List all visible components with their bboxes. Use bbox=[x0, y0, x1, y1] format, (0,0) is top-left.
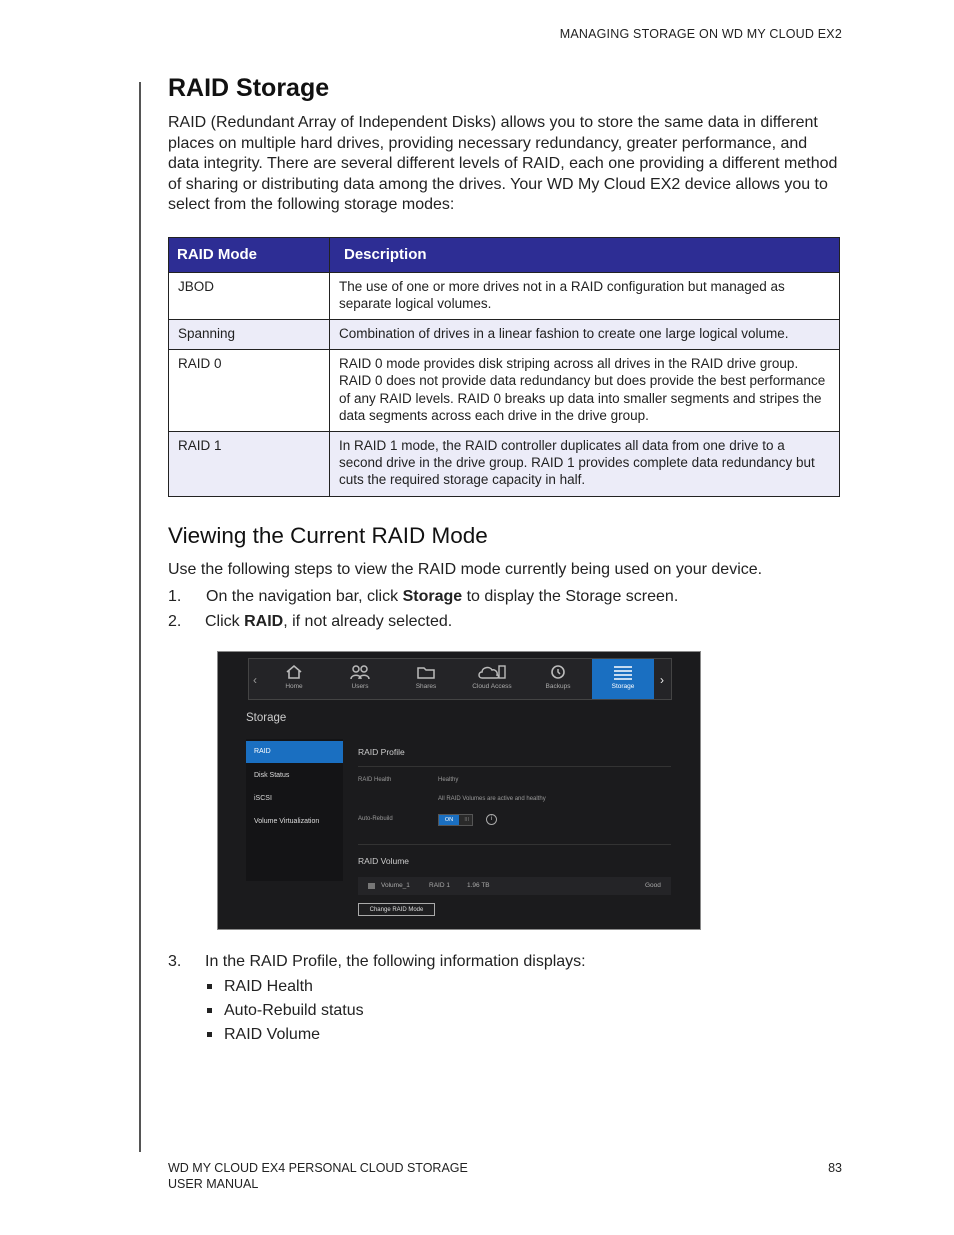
table-header-row bbox=[169, 237, 840, 272]
history-icon bbox=[548, 664, 568, 680]
step-keyword: Storage bbox=[402, 587, 463, 605]
drive-icon bbox=[368, 883, 375, 889]
step-item bbox=[168, 587, 840, 612]
change-raid-mode-button[interactable]: Change RAID Mode bbox=[358, 903, 435, 916]
auto-rebuild-toggle[interactable] bbox=[438, 814, 473, 826]
storage-icon bbox=[612, 664, 634, 680]
storage-sidebar bbox=[246, 739, 343, 881]
raid-health-detail: All RAID Volumes are active and healthy bbox=[438, 796, 546, 802]
volume-raid: RAID 1 bbox=[429, 882, 450, 889]
nav-label: Users bbox=[351, 683, 369, 690]
info-icon[interactable]: i bbox=[486, 814, 497, 825]
nav-item-home[interactable] bbox=[263, 659, 325, 699]
step-text-pre: Click bbox=[205, 612, 245, 630]
list-item bbox=[168, 1025, 840, 1049]
running-head: MANAGING STORAGE ON WD MY CLOUD EX2 bbox=[559, 27, 842, 41]
table-cell-description: RAID 0 mode provides disk striping across all drives in the RAID drive group. RAID 0 does not provide data redundancy but does provide the best performance of any RAID levels. RAID 0 breaks up data into smaller segments and stripes the data segments across each drive in the drive group. bbox=[330, 350, 840, 432]
table-cell-description: The use of one or more drives not in a RAID configuration but managed as separate logical volumes. bbox=[330, 272, 840, 319]
users-icon bbox=[349, 664, 371, 680]
sidebar-item-disk-status[interactable]: Disk Status bbox=[254, 772, 290, 779]
bullet-text: RAID Volume bbox=[224, 1026, 321, 1043]
nav-item-backups[interactable] bbox=[527, 659, 589, 699]
toggle-on-label: ON bbox=[439, 815, 459, 825]
volume-size: 1.96 TB bbox=[467, 882, 490, 889]
bullet-square-icon bbox=[207, 1008, 212, 1013]
nav-item-storage[interactable] bbox=[592, 659, 654, 699]
raid-volume-title: RAID Volume bbox=[358, 856, 410, 866]
volume-status: Good bbox=[645, 882, 661, 889]
sidebar-item-volume-virtualization[interactable]: Volume Virtualization bbox=[254, 818, 320, 825]
footer-line-2: USER MANUAL bbox=[168, 1176, 259, 1191]
step-text-post: to display the Storage screen. bbox=[462, 587, 679, 605]
main-content bbox=[168, 74, 840, 637]
table-cell-mode: RAID 0 bbox=[169, 350, 330, 432]
table-row bbox=[169, 431, 840, 496]
table-cell-description: Combination of drives in a linear fashion to create one large logical volume. bbox=[330, 319, 840, 349]
intro-paragraph: RAID (Redundant Array of Independent Disks) allows you to store the same data in different places on multiple hard drives, providing necessary redundancy, greater performance, and data integrity. There are several different levels of RAID, each one providing a different method of sharing or distributing data among the drives. Your WD My Cloud EX2 device allows you to select from the following storage modes: bbox=[168, 114, 838, 213]
nav-item-cloud-access[interactable] bbox=[461, 659, 523, 699]
bullet-text: RAID Health bbox=[224, 978, 313, 995]
table-row bbox=[169, 319, 840, 349]
after-screenshot bbox=[168, 952, 840, 1049]
table-cell-mode: RAID 1 bbox=[169, 431, 330, 496]
column-header-description: Description bbox=[330, 237, 840, 272]
table-cell-mode: JBOD bbox=[169, 272, 330, 319]
table-row bbox=[169, 272, 840, 319]
step-text bbox=[206, 587, 678, 607]
storage-title: Storage bbox=[246, 712, 287, 724]
raid-mode-table bbox=[168, 237, 840, 497]
page-number: 83 bbox=[828, 1161, 842, 1175]
table-cell-description: In RAID 1 mode, the RAID controller duplicates all data from one drive to a second drive in the drive group. RAID 1 provides complete data redundancy but cuts the required storage capacity in half. bbox=[330, 431, 840, 496]
volume-name: Volume_1 bbox=[381, 882, 410, 889]
toggle-off-label: III bbox=[464, 817, 469, 823]
step-text-post: , if not already selected. bbox=[283, 612, 453, 630]
storage-screenshot bbox=[217, 651, 701, 930]
table-cell-mode: Spanning bbox=[169, 319, 330, 349]
nav-label: Cloud Access bbox=[472, 683, 512, 690]
step-item bbox=[168, 952, 840, 977]
step-number: 3. bbox=[168, 953, 182, 970]
step-text bbox=[205, 612, 452, 632]
lead-paragraph: Use the following steps to view the RAID mode currently being used on your device. bbox=[168, 560, 763, 578]
nav-item-users[interactable] bbox=[329, 659, 391, 699]
footer-line-1: WD MY CLOUD EX4 PERSONAL CLOUD STORAGE bbox=[168, 1161, 468, 1175]
step-text: In the RAID Profile, the following information displays: bbox=[205, 953, 586, 970]
margin-rule bbox=[139, 82, 141, 1152]
table-row bbox=[169, 350, 840, 432]
raid-health-value: Healthy bbox=[438, 777, 459, 783]
bullet-square-icon bbox=[207, 984, 212, 989]
nav-prev-arrow-icon[interactable]: ‹ bbox=[253, 673, 257, 687]
bullet-square-icon bbox=[207, 1032, 212, 1037]
nav-label: Backups bbox=[545, 683, 571, 690]
nav-label: Shares bbox=[415, 683, 437, 690]
footer-title bbox=[168, 1161, 468, 1192]
step-number: 2. bbox=[168, 612, 182, 630]
column-header-mode: RAID Mode bbox=[169, 237, 330, 272]
raid-volume-row[interactable] bbox=[358, 877, 671, 895]
cloud-icon bbox=[477, 664, 507, 680]
nav-bar bbox=[248, 658, 672, 700]
raid-profile-title: RAID Profile bbox=[358, 747, 405, 757]
step-number: 1. bbox=[168, 587, 182, 605]
nav-item-shares[interactable] bbox=[395, 659, 457, 699]
section-title: RAID Storage bbox=[168, 74, 330, 102]
list-item bbox=[168, 1001, 840, 1025]
bullet-text: Auto-Rebuild status bbox=[224, 1002, 364, 1019]
nav-label: Home bbox=[285, 683, 303, 690]
list-item bbox=[168, 977, 840, 1001]
nav-next-arrow-icon[interactable]: › bbox=[660, 673, 664, 687]
steps-list bbox=[168, 587, 840, 637]
nav-label: Storage bbox=[611, 683, 635, 690]
home-icon bbox=[285, 664, 303, 680]
divider bbox=[358, 844, 671, 845]
step-keyword: RAID bbox=[244, 612, 284, 630]
divider bbox=[358, 766, 671, 767]
subsection-title: Viewing the Current RAID Mode bbox=[168, 522, 488, 548]
sidebar-item-raid[interactable]: RAID bbox=[246, 741, 343, 763]
sidebar-item-iscsi[interactable]: iSCSI bbox=[254, 795, 272, 802]
step-item bbox=[168, 612, 840, 637]
auto-rebuild-label: Auto-Rebuild bbox=[358, 816, 393, 822]
step-text-pre: On the navigation bar, click bbox=[206, 587, 403, 605]
raid-health-label: RAID Health bbox=[358, 777, 392, 783]
folder-icon bbox=[416, 664, 436, 680]
